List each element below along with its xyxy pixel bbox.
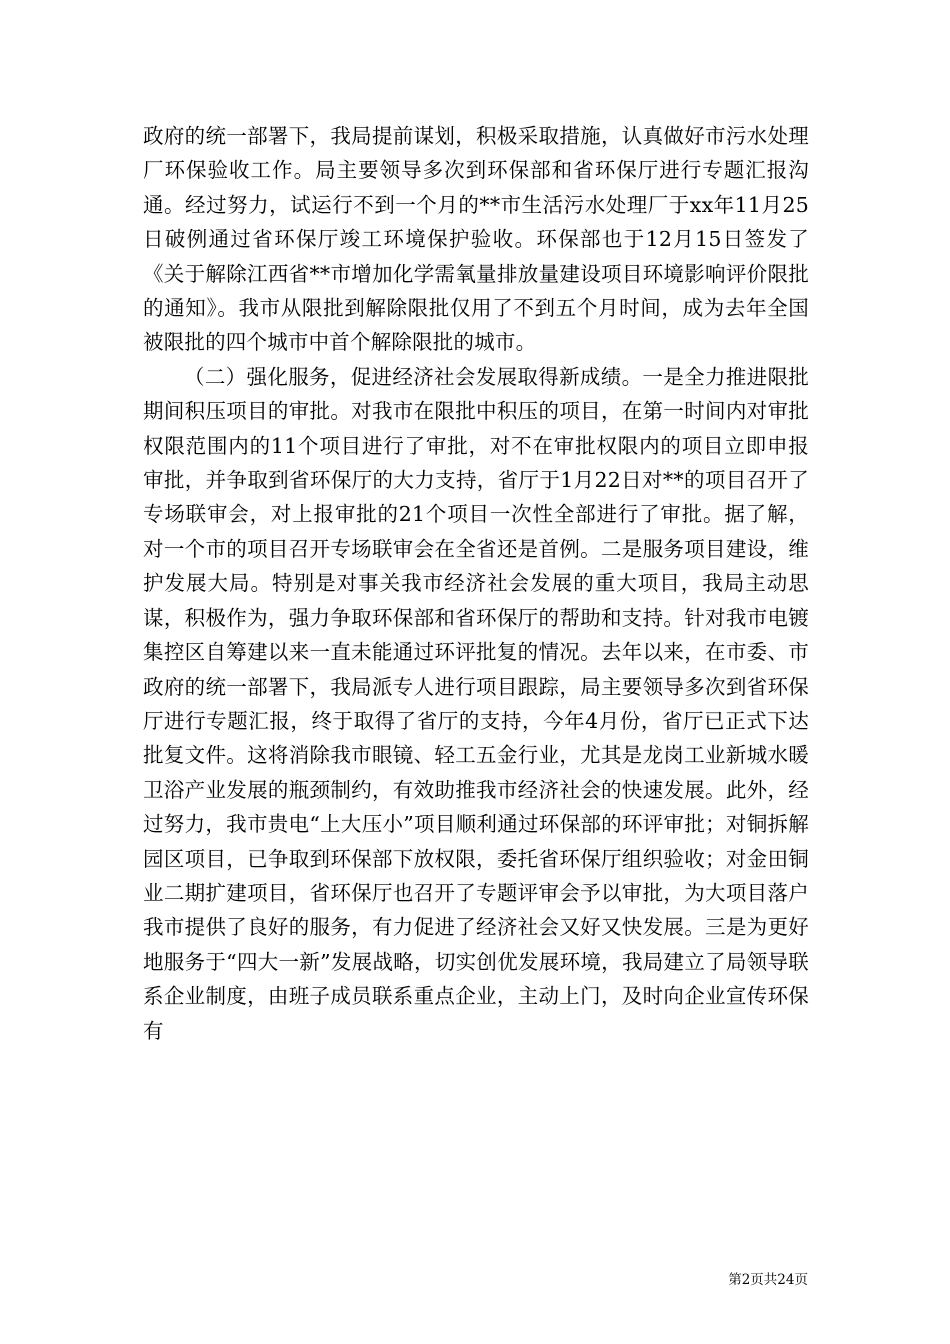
- paragraph-section-two: （二）强化服务，促进经济社会发展取得新成绩。一是全力推进限批期间积压项目的审批。对我市在限批中积压的项目，在第一时间内对审批权限范围内的11个项目进行了审批，对不在审批权限内的项目立即申报审批，并争取到省环保厅的大力支持，省厅于1月22日对**的项目召开了专场联审会，对上报审批的21个项目一次性全部进行了审批。据了解，对一个市的项目召开专场联审会在全省还是首例。二是服务项目建设，维护发展大局。特别是对事关我市经济社会发展的重大项目，我局主动思谋，积极作为，强力争取环保部和省环保厅的帮助和支持。针对我市电镀集控区自筹建以来一直未能通过环评批复的情况。去年以来，在市委、市政府的统一部署下，我局派专人进行项目跟踪，局主要领导多次到省环保厅进行专题汇报，终于取得了省厅的支持，今年4月份，省厅已正式下达批复文件。这将消除我市眼镜、轻工五金行业，尤其是龙岗工业新城水暖卫浴产业发展的瓶颈制约，有效助推我市经济社会的快速发展。此外，经过努力，我市贵电“上大压小”项目顺利通过环保部的环评审批；对铜拆解园区项目，已争取到环保部下放权限，委托省环保厅组织验收；对金田铜业二期扩建项目，省环保厅也召开了专题评审会予以审批，为大项目落户我市提供了良好的服务，有力促进了经济社会又好又快发展。三是为更好地服务于“四大一新”发展战略，切实创优发展环境，我局建立了局领导联系企业制度，由班子成员联系重点企业，主动上门，及时向企业宣传环保有: [143, 364, 809, 1043]
- page-number: 第2页共24页: [728, 1272, 808, 1288]
- paragraph-continuation: 政府的统一部署下，我局提前谋划，积极采取措施，认真做好市污水处理厂环保验收工作。局主要领导多次到环保部和省环保厅进行专题汇报沟通。经过努力，试运行不到一个月的**市生活污水处理厂于xx年11月25日破例通过省环保厅竣工环境保护验收。环保部也于12月15日签发了《关于解除江西省**市增加化学需氧量排放量建设项目环境影响评价限批的通知》。我市从限批到解除限批仅用了不到五个月时间，成为去年全国被限批的四个城市中首个解除限批的城市。: [143, 124, 809, 355]
- document-body: [143, 119, 809, 1048]
